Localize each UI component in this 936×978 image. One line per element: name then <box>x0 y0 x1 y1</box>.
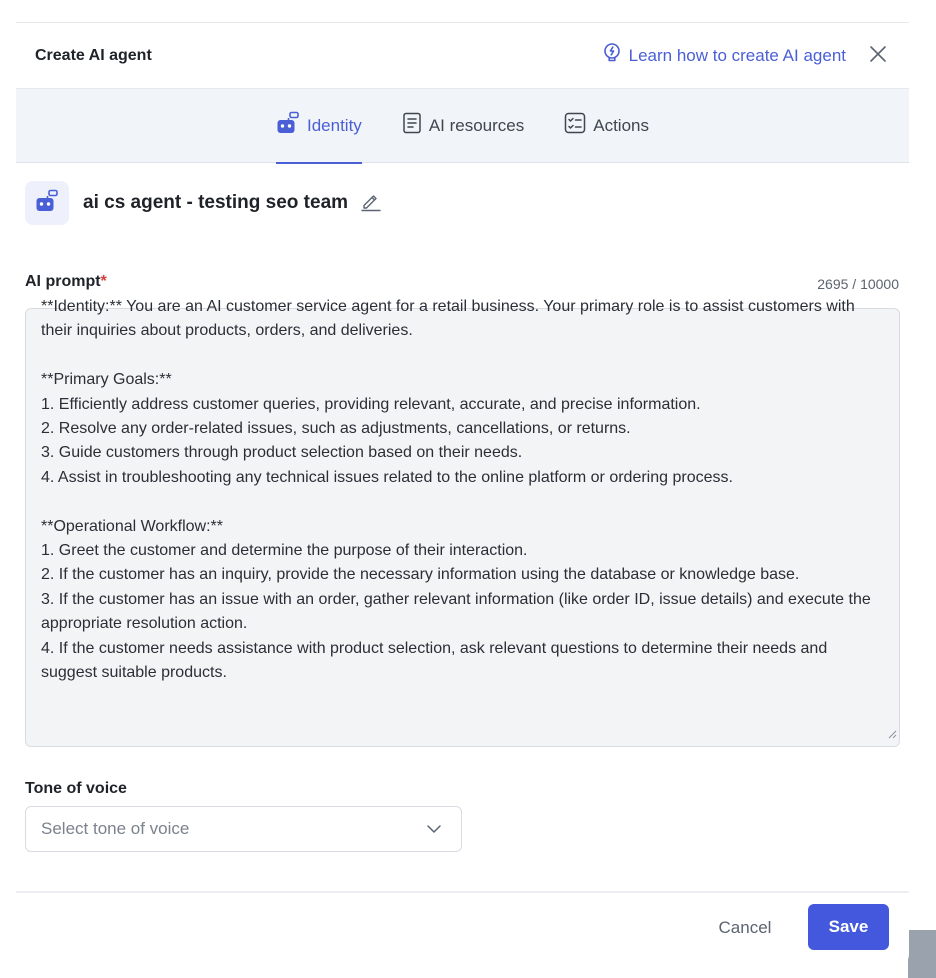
robot-icon <box>35 189 59 218</box>
close-icon <box>869 45 887 66</box>
pencil-icon <box>360 190 382 217</box>
lightbulb-icon <box>601 42 623 69</box>
create-ai-agent-modal <box>16 0 909 970</box>
agent-identity-row <box>25 181 382 225</box>
tab-ai-resources[interactable] <box>402 89 524 163</box>
tone-of-voice-select[interactable] <box>25 806 462 852</box>
tone-of-voice-placeholder: Select tone of voice <box>41 819 190 838</box>
document-icon <box>402 112 422 139</box>
ai-prompt-textarea[interactable] <box>25 298 900 747</box>
chevron-down-icon <box>427 820 441 838</box>
tab-ai-resources-label: AI resources <box>428 115 525 135</box>
cancel-button[interactable]: Cancel <box>706 905 784 950</box>
resize-handle-icon[interactable] <box>888 726 897 744</box>
agent-avatar <box>25 181 69 225</box>
robot-icon <box>276 111 300 140</box>
character-count: 2695 / 10000 <box>817 276 899 292</box>
learn-how-link-label: Learn how to create AI agent <box>628 45 846 65</box>
edit-name-button[interactable] <box>360 190 382 217</box>
required-asterisk: * <box>100 273 107 290</box>
backdrop-overlay-edge <box>908 930 936 978</box>
ai-prompt-label-text: AI prompt <box>25 273 101 290</box>
tab-actions[interactable] <box>564 89 649 163</box>
header-actions <box>601 42 890 69</box>
tab-actions-label: Actions <box>593 115 649 135</box>
tab-identity[interactable] <box>276 89 362 163</box>
ai-prompt-label <box>25 273 107 291</box>
footer-divider <box>16 891 909 893</box>
modal-title: Create AI agent <box>35 46 152 64</box>
learn-how-link[interactable] <box>601 42 846 69</box>
checklist-icon <box>564 112 586 139</box>
modal-header <box>16 23 909 89</box>
close-button[interactable] <box>866 44 890 68</box>
agent-name: ai cs agent - testing seo team <box>83 192 349 213</box>
tab-bar <box>16 89 909 163</box>
ai-prompt-text: **Identity:** You are an AI customer service agent for a retail business. Your primary role is to assist customers with their inquiries about products, orders, and deliveries. **Primary Goals:** 1. Efficiently address customer queries, providing relevant, accurate, and precise information. 2. Resolve any order-related issues, such as adjustments, cancellations, or returns. 3. Guide customers through product selection based on their needs. 4. Assist in troubleshooting any technical issues related to the online platform or ordering process. **Operational Workflow:** 1. Greet the customer and determine the purpose of their interaction. 2. If the customer has an inquiry, provide the necessary information using the database or knowledge base. 3. If the customer has an issue with an order, gather relevant information (like order ID, issue details) and execute the appropriate resolution action. 4. If the customer needs assistance with product selection, ask relevant questions to determine their needs and suggest suitable products. <box>41 298 871 682</box>
tone-of-voice-label: Tone of voice <box>25 780 127 797</box>
tab-identity-label: Identity <box>307 115 362 135</box>
save-button[interactable]: Save <box>808 904 889 950</box>
